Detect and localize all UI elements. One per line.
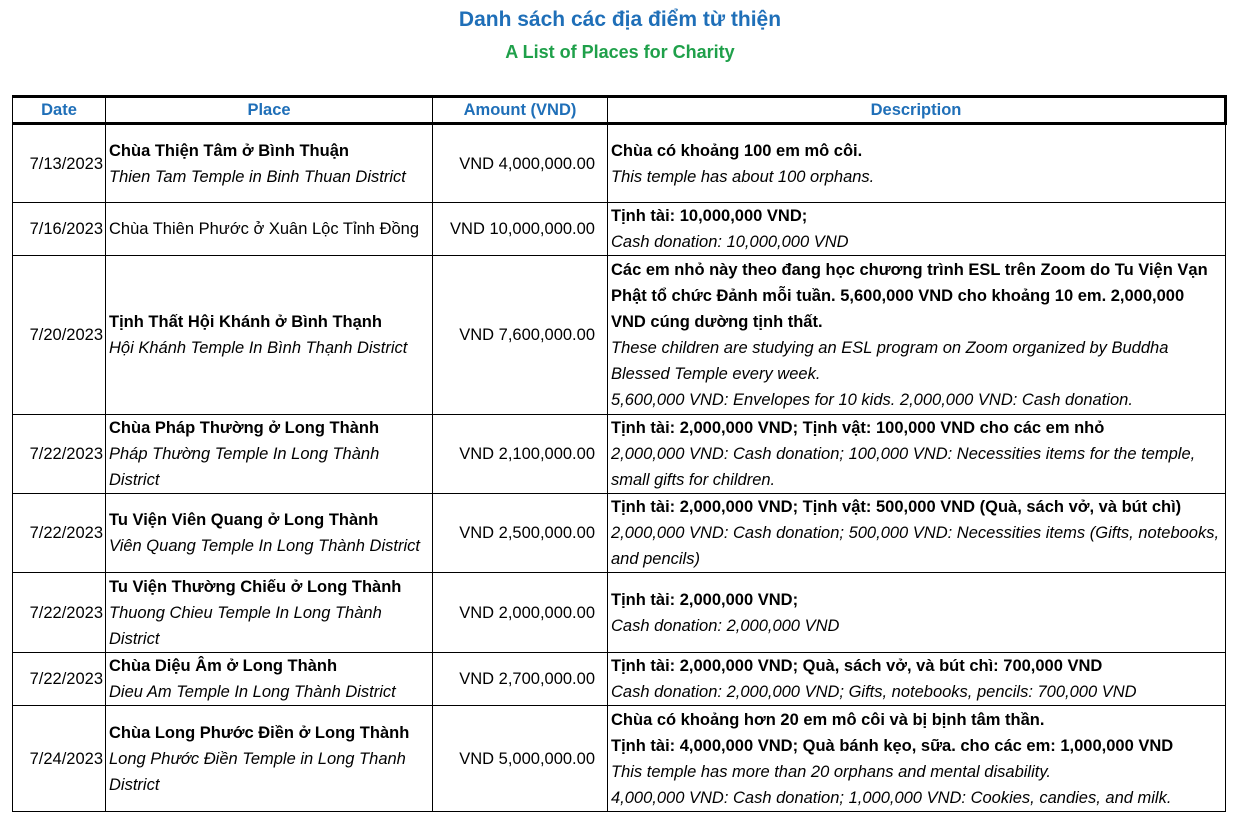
description-cell <box>608 415 1226 494</box>
place-vi: Chùa Long Phước Điền ở Long Thành <box>109 723 410 742</box>
place-en: Dieu Am Temple In Long Thành District <box>109 683 396 701</box>
description-vi: Các em nhỏ này theo đang học chương trình ESL trên Zoom do Tu Viện Vạn Phật tổ chức Đảnh mỗi tuần. 5,600,000 VND cho khoảng 10 em. 2,000,000 VND cúng dường tịnh thất. <box>611 261 1208 331</box>
column-header-description: Description <box>608 97 1226 124</box>
place-vi: Chùa Diệu Âm ở Long Thành <box>109 657 338 675</box>
description-en-2: 5,600,000 VND: Envelopes for 10 kids. 2,000,000 VND: Cash donation. <box>611 391 1133 409</box>
description-en: These children are studying an ESL program on Zoom organized by Buddha Blessed Temple every week. <box>611 339 1169 383</box>
description-en: Cash donation: 2,000,000 VND; Gifts, notebooks, pencils: 700,000 VND <box>611 683 1137 701</box>
amount-cell: VND 5,000,000.00 <box>433 706 608 812</box>
place-vi: Chùa Pháp Thường ở Long Thành <box>109 419 380 437</box>
description-cell <box>608 256 1226 415</box>
place-vi: Tu Viện Thường Chiếu ở Long Thành <box>109 577 402 596</box>
table-row <box>13 256 1226 415</box>
amount-cell: VND 10,000,000.00 <box>433 203 608 256</box>
date-cell: 7/22/2023 <box>13 573 106 653</box>
description-vi: Tịnh tài: 2,000,000 VND; Quà, sách vở, và bút chì: 700,000 VND <box>611 657 1103 675</box>
table-row <box>13 124 1226 203</box>
place-en: Viên Quang Temple In Long Thành District <box>109 537 420 555</box>
description-vi: Chùa có khoảng 100 em mô côi. <box>611 141 863 160</box>
place-en: Thien Tam Temple in Binh Thuan District <box>109 167 406 186</box>
description-cell <box>608 653 1226 706</box>
place-vi: Tịnh Thất Hội Khánh ở Bình Thạnh <box>109 313 382 331</box>
description-en: This temple has about 100 orphans. <box>611 167 875 186</box>
place-en: Pháp Thường Temple In Long Thành District <box>109 445 380 489</box>
table-row <box>13 494 1226 573</box>
description-cell <box>608 573 1226 653</box>
place-vi: Tu Viện Viên Quang ở Long Thành <box>109 511 379 529</box>
date-cell: 7/24/2023 <box>13 706 106 812</box>
place-cell <box>106 706 433 812</box>
date-cell: 7/16/2023 <box>13 203 106 256</box>
amount-cell: VND 7,600,000.00 <box>433 256 608 415</box>
date-cell: 7/13/2023 <box>13 124 106 203</box>
description-vi: Tịnh tài: 2,000,000 VND; Tịnh vật: 500,000 VND (Quà, sách vở, và bút chì) <box>611 498 1182 516</box>
column-header-place: Place <box>106 97 433 124</box>
description-cell <box>608 203 1226 256</box>
header-row <box>13 97 1226 124</box>
description-vi: Tịnh tài: 2,000,000 VND; Tịnh vật: 100,000 VND cho các em nhỏ <box>611 419 1105 437</box>
date-cell: 7/22/2023 <box>13 415 106 494</box>
description-vi-2: Tịnh tài: 4,000,000 VND; Quà bánh kẹo, sữa. cho các em: 1,000,000 VND <box>611 736 1174 755</box>
place-cell <box>106 415 433 494</box>
description-cell <box>608 706 1226 812</box>
place-cell <box>106 203 433 256</box>
page-subtitle: A List of Places for Charity <box>505 42 735 62</box>
description-en: Cash donation: 10,000,000 VND <box>611 233 849 251</box>
place-cell <box>106 653 433 706</box>
place-en: Thuong Chieu Temple In Long Thành District <box>109 603 382 648</box>
description-en-2: 4,000,000 VND: Cash donation; 1,000,000 VND: Cookies, candies, and milk. <box>611 788 1172 807</box>
table-row <box>13 653 1226 706</box>
date-cell: 7/20/2023 <box>13 256 106 415</box>
amount-cell: VND 2,700,000.00 <box>433 653 608 706</box>
description-vi: Tịnh tài: 2,000,000 VND; <box>611 590 799 609</box>
page-title: Danh sách các địa điểm từ thiện <box>458 8 782 31</box>
description-en: 2,000,000 VND: Cash donation; 500,000 VND: Necessities items (Gifts, notebooks, and pencils) <box>611 524 1220 568</box>
date-cell: 7/22/2023 <box>13 494 106 573</box>
table-row <box>13 573 1226 653</box>
description-en: This temple has more than 20 orphans and mental disability. <box>611 762 1051 781</box>
place-vi: Chùa Thiện Tâm ở Bình Thuận <box>109 141 349 160</box>
place-en: Hội Khánh Temple In Bình Thạnh District <box>109 339 408 357</box>
description-vi: Tịnh tài: 10,000,000 VND; <box>611 207 808 225</box>
amount-cell: VND 2,100,000.00 <box>433 415 608 494</box>
description-en: 2,000,000 VND: Cash donation; 100,000 VND: Necessities items for the temple, small gifts for children. <box>611 445 1196 489</box>
place-plain: Chùa Thiên Phước ở Xuân Lộc Tỉnh Đồng <box>109 220 420 238</box>
place-en: Long Phước Điền Temple in Long Thanh District <box>109 749 406 794</box>
place-cell <box>106 124 433 203</box>
column-header-date: Date <box>13 97 106 124</box>
table-row <box>13 706 1226 812</box>
table-row <box>13 203 1226 256</box>
charity-table <box>12 95 1227 812</box>
amount-cell: VND 2,500,000.00 <box>433 494 608 573</box>
date-cell: 7/22/2023 <box>13 653 106 706</box>
description-vi: Chùa có khoảng hơn 20 em mô côi và bị bịnh tâm thần. <box>611 710 1045 729</box>
place-cell <box>106 256 433 415</box>
column-header-amount: Amount (VND) <box>433 97 608 124</box>
description-en: Cash donation: 2,000,000 VND <box>611 616 840 635</box>
description-cell <box>608 494 1226 573</box>
place-cell <box>106 494 433 573</box>
amount-cell: VND 2,000,000.00 <box>433 573 608 653</box>
description-cell <box>608 124 1226 203</box>
place-cell <box>106 573 433 653</box>
amount-cell: VND 4,000,000.00 <box>433 124 608 203</box>
table-row <box>13 415 1226 494</box>
